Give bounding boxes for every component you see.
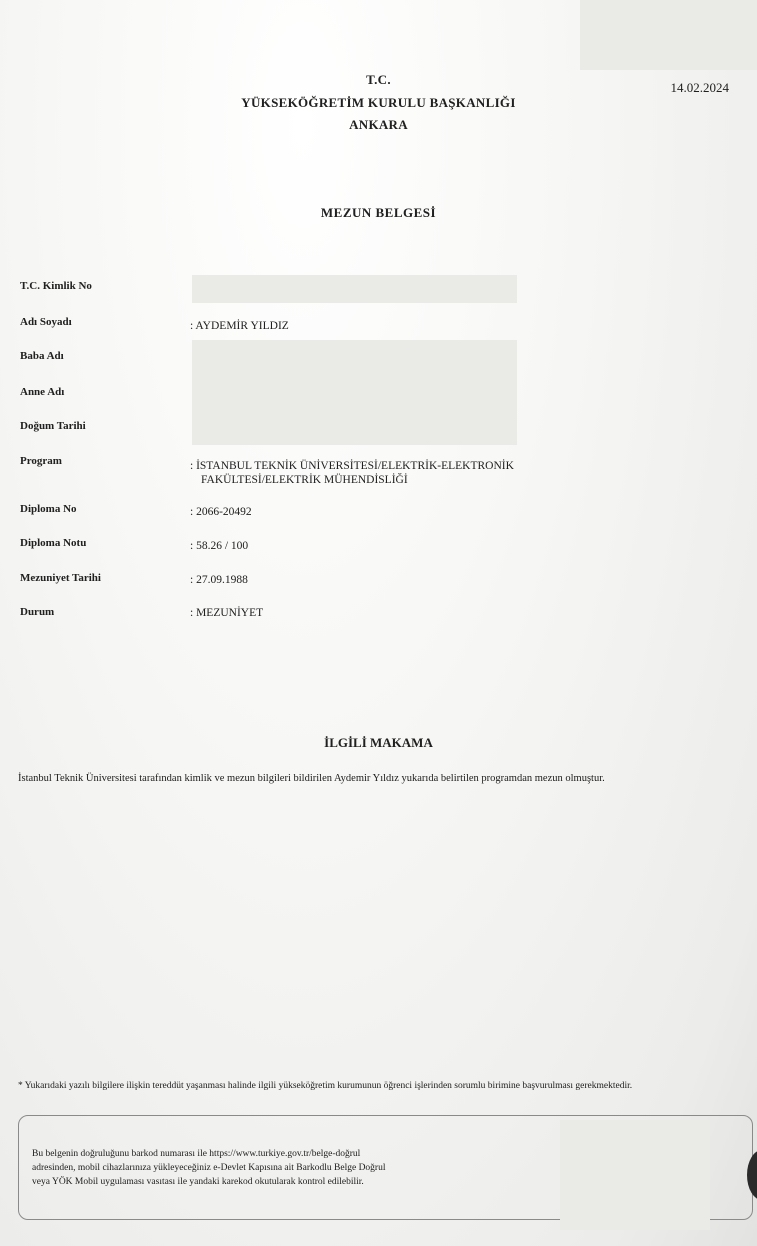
grad-date-label: Mezuniyet Tarihi (20, 572, 101, 584)
tc-label: T.C. Kimlik No (20, 280, 92, 292)
grade-value: : 58.26 / 100 (190, 540, 249, 552)
status-value: : MEZUNİYET (190, 607, 264, 619)
name-label: Adı Soyadı (20, 316, 72, 328)
statement-text: İstanbul Teknik Üniversitesi tarafından kimlik ve mezun bilgileri bildirilen Aydemir Yıldız yukarıda belirtilen programdan mezun olmuştur. (18, 773, 605, 784)
diploma-no-label: Diploma No (20, 503, 77, 515)
program-value-line1: : İSTANBUL TEKNİK ÜNİVERSİTESİ/ELEKTRİK-ELEKTRONİK (190, 460, 514, 472)
verification-line-2: adresinden, mobil cihazlarınıza yükleyeceğiniz e-Devlet Kapısına ait Barkodlu Belge Doğrul (32, 1163, 386, 1173)
redaction-qr-code (560, 1120, 710, 1230)
header-tc: T.C. (366, 72, 391, 87)
verification-line-3: veya YÖK Mobil uygulaması vasıtası ile yandaki karekod okutularak kontrol edilebilir. (32, 1177, 364, 1187)
footnote: * Yukarıdaki yazılı bilgilere ilişkin tereddüt yaşanması halinde ilgili yükseköğretim kurumunun öğrenci işlerinden sorumlu birimine başvurulması gerekmektedir. (18, 1081, 633, 1091)
verification-text (32, 1147, 562, 1189)
redaction-top-right (580, 0, 757, 70)
program-value-line2: FAKÜLTESİ/ELEKTRİK MÜHENDİSLİĞİ (201, 474, 408, 486)
father-label: Baba Adı (20, 350, 64, 362)
status-label: Durum (20, 606, 55, 618)
header-institution: YÜKSEKÖĞRETİM KURULU BAŞKANLIĞI (241, 95, 516, 110)
birth-label: Doğum Tarihi (20, 420, 86, 432)
redaction-parents-birth (192, 340, 517, 445)
redaction-tc-number (192, 275, 517, 303)
grad-date-value: : 27.09.1988 (190, 574, 248, 586)
section-title: İLGİLİ MAKAMA (324, 735, 433, 750)
program-label: Program (20, 455, 62, 467)
mother-label: Anne Adı (20, 386, 65, 398)
document-date: 14.02.2024 (670, 80, 729, 95)
header-city: ANKARA (349, 117, 408, 132)
diploma-no-value: : 2066-20492 (190, 506, 252, 518)
grade-label: Diploma Notu (20, 537, 87, 549)
document-title: MEZUN BELGESİ (320, 205, 437, 220)
name-value: : AYDEMİR YILDIZ (190, 320, 289, 332)
verification-line-1: Bu belgenin doğruluğunu barkod numarası ile https://www.turkiye.gov.tr/belge-doğrul (32, 1149, 361, 1159)
